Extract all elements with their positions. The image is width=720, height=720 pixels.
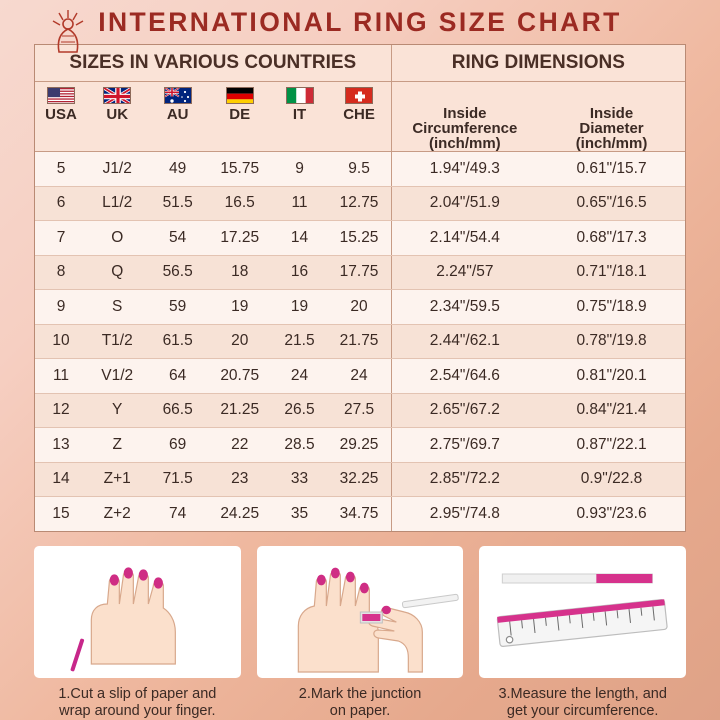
table-cell: 2.54"/64.6 — [391, 359, 538, 394]
table-cell: 34.75 — [327, 497, 391, 532]
step-3 — [479, 546, 686, 720]
table-cell: 69 — [147, 428, 207, 463]
table-row — [35, 290, 685, 325]
table-cell: 0.71"/18.1 — [538, 255, 685, 290]
table-cell: 54 — [147, 221, 207, 256]
table-cell: 2.65"/67.2 — [391, 393, 538, 428]
hands-marking-paper-illustration — [257, 546, 464, 678]
column-header-che: CHE — [327, 106, 391, 152]
column-header-uk: UK — [87, 106, 147, 152]
group-header-dimensions: RING DIMENSIONS — [391, 45, 685, 82]
group-header-countries: SIZES IN VARIOUS COUNTRIES — [35, 45, 391, 82]
it-flag-icon — [272, 82, 328, 107]
de-flag-icon — [208, 82, 272, 107]
table-cell: 12.75 — [327, 186, 391, 221]
table-cell: Z+1 — [87, 462, 147, 497]
table-row — [35, 186, 685, 221]
table-cell: 21.5 — [272, 324, 328, 359]
table-cell: 2.24"/57 — [391, 255, 538, 290]
table-cell: 21.25 — [208, 393, 272, 428]
table-row — [35, 152, 685, 187]
table-cell: 15 — [35, 497, 87, 532]
table-cell: 33 — [272, 462, 328, 497]
measuring-steps — [34, 546, 686, 720]
dimension-flag-spacer-2 — [538, 82, 685, 107]
table-cell: 0.61"/15.7 — [538, 152, 685, 187]
table-cell: Z — [87, 428, 147, 463]
page-header — [34, 0, 686, 44]
table-cell: 9 — [272, 152, 328, 187]
table-cell: 0.87"/22.1 — [538, 428, 685, 463]
dimension-flag-spacer-1 — [391, 82, 538, 107]
table-cell: 17.25 — [208, 221, 272, 256]
table-flag-row — [35, 82, 685, 107]
page-title: INTERNATIONAL RING SIZE CHART — [98, 6, 622, 37]
table-cell: 71.5 — [147, 462, 207, 497]
table-cell: 2.04"/51.9 — [391, 186, 538, 221]
table-cell: 0.68"/17.3 — [538, 221, 685, 256]
table-cell: 2.44"/62.1 — [391, 324, 538, 359]
table-cell: 49 — [147, 152, 207, 187]
table-cell: 32.25 — [327, 462, 391, 497]
table-cell: 64 — [147, 359, 207, 394]
table-cell: 14 — [272, 221, 328, 256]
table-cell: S — [87, 290, 147, 325]
table-cell: O — [87, 221, 147, 256]
table-body — [35, 152, 685, 532]
step-3-caption: 3.Measure the length, and get your circumference. — [498, 686, 667, 719]
table-cell: 26.5 — [272, 393, 328, 428]
au-flag-icon — [147, 82, 207, 107]
column-header-de: DE — [208, 106, 272, 152]
table-cell: 11 — [35, 359, 87, 394]
table-cell: 56.5 — [147, 255, 207, 290]
table-cell: 2.95"/74.8 — [391, 497, 538, 532]
column-header-it: IT — [272, 106, 328, 152]
table-cell: 24 — [327, 359, 391, 394]
usa-flag-icon — [35, 82, 87, 107]
table-cell: 0.78"/19.8 — [538, 324, 685, 359]
table-cell: 22 — [208, 428, 272, 463]
table-row — [35, 462, 685, 497]
column-header-inside-diameter: Inside Diameter (inch/mm) — [538, 106, 685, 152]
table-cell: 8 — [35, 255, 87, 290]
table-cell: 61.5 — [147, 324, 207, 359]
table-cell: J1/2 — [87, 152, 147, 187]
table-cell: V1/2 — [87, 359, 147, 394]
ruler-measuring-paper-illustration — [479, 546, 686, 678]
table-cell: 9 — [35, 290, 87, 325]
table-cell: 21.75 — [327, 324, 391, 359]
step-1-caption: 1.Cut a slip of paper and wrap around your finger. — [58, 686, 217, 719]
table-cell: 24 — [272, 359, 328, 394]
table-cell: 59 — [147, 290, 207, 325]
table-cell: 0.84"/21.4 — [538, 393, 685, 428]
table-cell: 0.9"/22.8 — [538, 462, 685, 497]
table-cell: 23 — [208, 462, 272, 497]
table-cell: 24.25 — [208, 497, 272, 532]
table-cell: 11 — [272, 186, 328, 221]
table-cell: 17.75 — [327, 255, 391, 290]
table-cell: 7 — [35, 221, 87, 256]
table-cell: 6 — [35, 186, 87, 221]
table-cell: Q — [87, 255, 147, 290]
table-cell: 19 — [208, 290, 272, 325]
table-cell: 35 — [272, 497, 328, 532]
table-cell: 74 — [147, 497, 207, 532]
table-cell: 20 — [327, 290, 391, 325]
step-2-caption: 2.Mark the junction on paper. — [298, 686, 422, 719]
table-cell: 27.5 — [327, 393, 391, 428]
table-cell: 10 — [35, 324, 87, 359]
column-header-usa: USA — [35, 106, 87, 152]
table-cell: Y — [87, 393, 147, 428]
uk-flag-icon — [87, 82, 147, 107]
che-flag-icon — [327, 82, 391, 107]
table-cell: 1.94"/49.3 — [391, 152, 538, 187]
jewelry-brand-logo-icon — [40, 6, 96, 58]
table-cell: 2.85"/72.2 — [391, 462, 538, 497]
table-cell: 28.5 — [272, 428, 328, 463]
table-cell: 13 — [35, 428, 87, 463]
step-1 — [34, 546, 241, 720]
table-cell: 0.81"/20.1 — [538, 359, 685, 394]
table-row — [35, 497, 685, 532]
table-cell: L1/2 — [87, 186, 147, 221]
table-cell: 2.14"/54.4 — [391, 221, 538, 256]
table-row — [35, 221, 685, 256]
table-row — [35, 324, 685, 359]
table-cell: 2.75"/69.7 — [391, 428, 538, 463]
table-cell: 14 — [35, 462, 87, 497]
table-cell: 0.65"/16.5 — [538, 186, 685, 221]
table-cell: 20 — [208, 324, 272, 359]
table-cell: 51.5 — [147, 186, 207, 221]
table-cell: 16 — [272, 255, 328, 290]
table-cell: 29.25 — [327, 428, 391, 463]
table-cell: 15.75 — [208, 152, 272, 187]
table-cell: T1/2 — [87, 324, 147, 359]
table-cell: 18 — [208, 255, 272, 290]
table-cell: 9.5 — [327, 152, 391, 187]
table-row — [35, 393, 685, 428]
table-row — [35, 359, 685, 394]
table-row — [35, 255, 685, 290]
column-header-inside-circumference: Inside Circumference (inch/mm) — [391, 106, 538, 152]
table-row — [35, 428, 685, 463]
ring-size-table — [34, 44, 686, 532]
table-cell: 2.34"/59.5 — [391, 290, 538, 325]
table-group-header-row — [35, 45, 685, 82]
table-column-header-row — [35, 106, 685, 152]
table-cell: 16.5 — [208, 186, 272, 221]
table-cell: 66.5 — [147, 393, 207, 428]
table-cell: 0.75"/18.9 — [538, 290, 685, 325]
table-cell: 5 — [35, 152, 87, 187]
table-cell: 12 — [35, 393, 87, 428]
table-cell: 20.75 — [208, 359, 272, 394]
table-cell: 0.93"/23.6 — [538, 497, 685, 532]
hand-with-paper-strip-illustration — [34, 546, 241, 678]
column-header-au: AU — [147, 106, 207, 152]
table-cell: 15.25 — [327, 221, 391, 256]
step-2 — [257, 546, 464, 720]
table-cell: 19 — [272, 290, 328, 325]
table-cell: Z+2 — [87, 497, 147, 532]
